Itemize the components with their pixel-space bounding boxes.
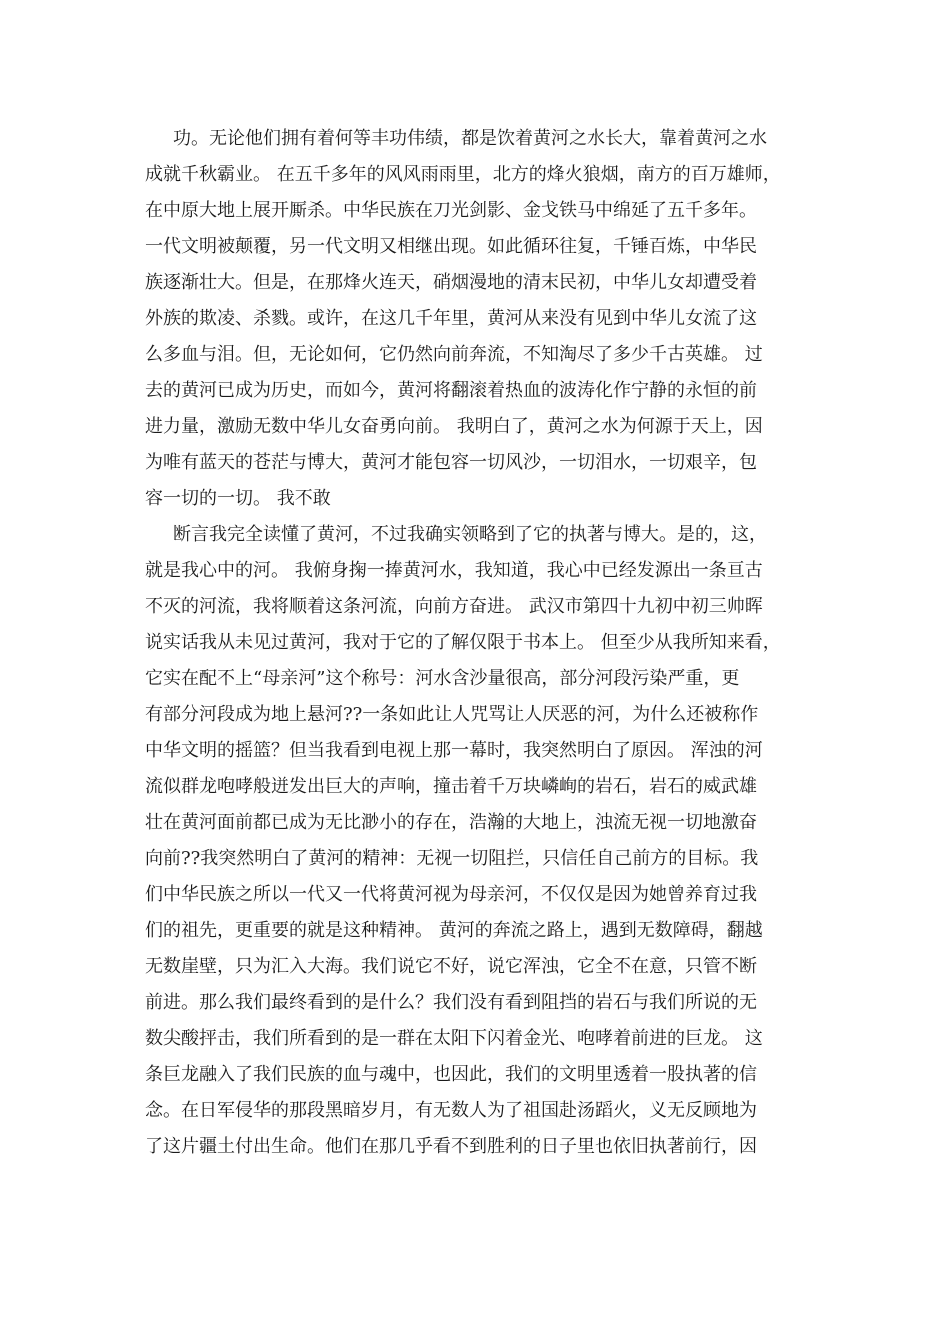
- text-line: 念。在日军侵华的那段黑暗岁月，有无数人为了祖国赴汤蹈火，义无反顾地为: [145, 1100, 757, 1121]
- text-line: 说实话我从未见过黄河，我对于它的了解仅限于书本上。 但至少从我所知来看，: [145, 632, 781, 653]
- text-line: 条巨龙融入了我们民族的血与魂中，也因此，我们的文明里透着一股执著的信: [145, 1064, 757, 1085]
- text-line: 了这片疆土付出生命。他们在那几乎看不到胜利的日子里也依旧执著前行，因: [145, 1136, 757, 1157]
- text-line: 不灭的河流，我将顺着这条河流，向前方奋进。 武汉市第四十九初中初三帅晖: [145, 596, 763, 617]
- text-line: 么多血与泪。但，无论如何，它仍然向前奔流，不知淘尽了多少千古英雄。 过: [145, 344, 763, 365]
- text-line: 它实在配不上“母亲河”这个称号：河水含沙量很高，部分河段污染严重，更: [145, 668, 740, 689]
- text-line: 前进。那么我们最终看到的是什么？我们没有看到阻挡的岩石与我们所说的无: [145, 992, 757, 1013]
- text-line: 数尖酸抨击，我们所看到的是一群在太阳下闪着金光、咆哮着前进的巨龙。 这: [145, 1028, 763, 1049]
- text-line: 向前??我突然明白了黄河的精神：无视一切阻拦，只信任自己前方的目标。我: [145, 848, 759, 869]
- text-line: 中华文明的摇篮？但当我看到电视上那一幕时，我突然明白了原因。 浑浊的河: [145, 740, 763, 761]
- text-line: 族逐渐壮大。但是，在那烽火连天，硝烟漫地的清末民初，中华儿女却遭受着: [145, 272, 757, 293]
- text-line: 无数崖壁，只为汇入大海。我们说它不好，说它浑浊，它全不在意，只管不断: [145, 956, 757, 977]
- text-line: 壮在黄河面前都已成为无比渺小的存在，浩瀚的大地上，浊流无视一切地激奋: [145, 812, 757, 833]
- text-line: 功。无论他们拥有着何等丰功伟绩，都是饮着黄河之水长大，靠着黄河之水: [173, 128, 767, 149]
- text-line: 就是我心中的河。 我俯身掬一捧黄河水，我知道，我心中已经发源出一条亘古: [145, 560, 763, 581]
- text-line: 们的祖先，更重要的就是这种精神。 黄河的奔流之路上，遇到无数障碍，翻越: [145, 920, 763, 941]
- text-line: 们中华民族之所以一代又一代将黄河视为母亲河，不仅仅是因为她曾养育过我: [145, 884, 757, 905]
- text-line: 在中原大地上展开厮杀。中华民族在刀光剑影、金戈铁马中绵延了五千多年。: [145, 200, 757, 221]
- text-line: 容一切的一切。 我不敢: [145, 488, 331, 509]
- text-line: 一代文明被颠覆，另一代文明又相继出现。如此循环往复，千锤百炼，中华民: [145, 236, 757, 257]
- text-line: 流似群龙咆哮般迸发出巨大的声响，撞击着千万块嶙峋的岩石，岩石的威武雄: [145, 776, 757, 797]
- text-line: 外族的欺凌、杀戮。或许，在这几千年里，黄河从来没有见到中华儿女流了这: [145, 308, 757, 329]
- text-line: 为唯有蓝天的苍茫与博大，黄河才能包容一切风沙，一切泪水，一切艰辛，包: [145, 452, 757, 473]
- text-line: 去的黄河已成为历史，而如今，黄河将翻滚着热血的波涛化作宁静的永恒的前: [145, 380, 757, 401]
- text-line: 有部分河段成为地上悬河??一条如此让人咒骂让人厌恶的河，为什么还被称作: [145, 704, 759, 725]
- text-line: 进力量，激励无数中华儿女奋勇向前。 我明白了，黄河之水为何源于天上，因: [145, 416, 763, 437]
- text-line: 断言我完全读懂了黄河，不过我确实领略到了它的执著与博大。是的，这，: [173, 524, 767, 545]
- text-line: 成就千秋霸业。 在五千多年的风风雨雨里，北方的烽火狼烟，南方的百万雄师，: [145, 164, 781, 185]
